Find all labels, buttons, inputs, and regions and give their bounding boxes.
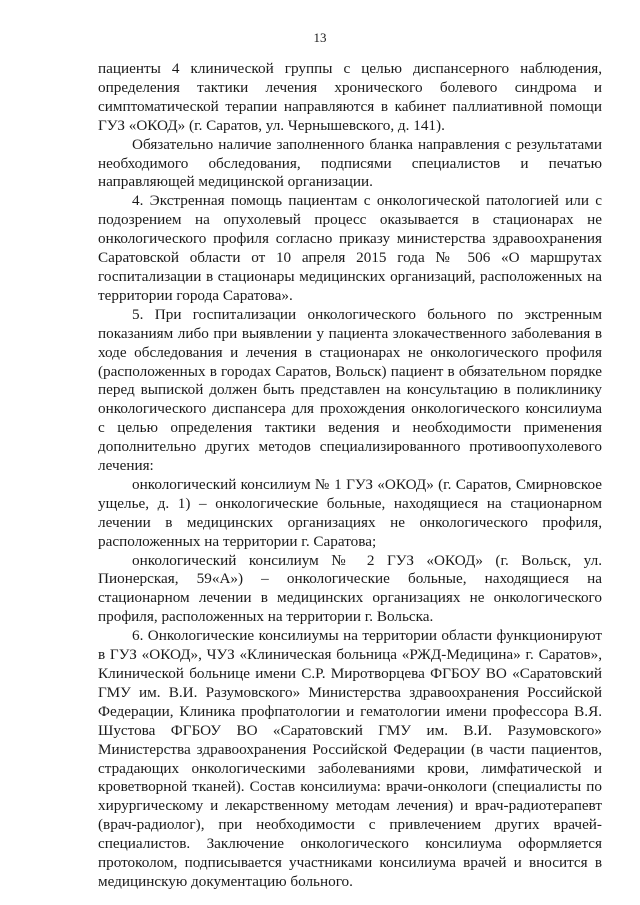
paragraph-hospitalization-consultation: 5. При госпитализации онкологического больного по экстренным показаниям либо при выявлении у пациента злокачественного заболевания в ходе обследования и лечения в стационарах не онкологического профиля (расположенных в городах Саратов, Вольск) пациент в обязательном порядке перед выпиской должен быть представлен на консультацию в поликлинику онкологического диспансера для прохождения онкологического консилиума с целью определения тактики ведения и необходимости применения дополнительно других методов специализированного противоопухолевого лечения: [98,305,602,475]
page-number: 13 [313,30,327,45]
paragraph-emergency-care: 4. Экстренная помощь пациентам с онкологической патологией или с подозрением на опухолевый процесс оказывается в стационарах не онкологического профиля согласно приказу министерства здравоохранения Саратовской области от 10 апреля 2015 года № 506 «О маршрутах госпитализации в стационары медицинских организаций, расположенных на территории города Саратова». [98,192,602,304]
paragraph-referral-form-requirement: Обязательно наличие заполненного бланка направления с результатами необходимого обследования, подписями специалистов и печатью направляющей медицинской организации. [98,135,602,191]
paragraph-palliative-referral: пациенты 4 клинической группы с целью диспансерного наблюдения, определения тактики лечения хронического болевого синдрома и симптоматической терапии направляются в кабинет паллиативной помощи ГУЗ «ОКОД» (г. Саратов, ул. Чернышевского, д. 141). [98,60,602,134]
paragraph-council-saratov: онкологический консилиум № 1 ГУЗ «ОКОД» (г. Саратов, Смирновское ущелье, д. 1) – онкологические больные, находящиеся на стационарном лечении в медицинских организациях не онкологического профиля, расположенных на территории г. Саратова; [98,475,602,550]
paragraph-regional-councils: 6. Онкологические консилиумы на территории области функционируют в ГУЗ «ОКОД», ЧУЗ «Клиническая больница «РЖД-Медицина» г. Саратов», Клинической больнице имени С.Р. Миротворцева ФГБОУ ВО «Саратовский ГМУ им. В.И. Разумовского» Министерства здравоохранения Российской Федерации, Клиника профпатологии и гематологии имени профессора В.Я. Шустова ФГБОУ ВО «Саратовский ГМУ им. В.И. Разумовского» Министерства здравоохранения Российской Федерации (в части пациентов, страдающих онкологическими заболеваниями крови, лимфатической и кроветворной тканей). Состав консилиума: врачи-онкологи (специалисты по хирургическому и лекарственному методам лечения) и врач-радиотерапевт (врач-радиолог), при необходимости с привлечением других врачей-специалистов. Заключение онкологического консилиума оформляется протоколом, подписывается участниками консилиума врачей и вносится в медицинскую документацию больного. [98,627,602,890]
paragraph-council-volsk: онкологический консилиум № 2 ГУЗ «ОКОД» (г. Вольск, ул. Пионерская, 59«А») – онкологические больные, находящиеся на стационарном лечении в медицинских организациях не онкологического профиля, расположенных на территории г. Вольска. [98,551,602,626]
document-body [98,60,602,892]
